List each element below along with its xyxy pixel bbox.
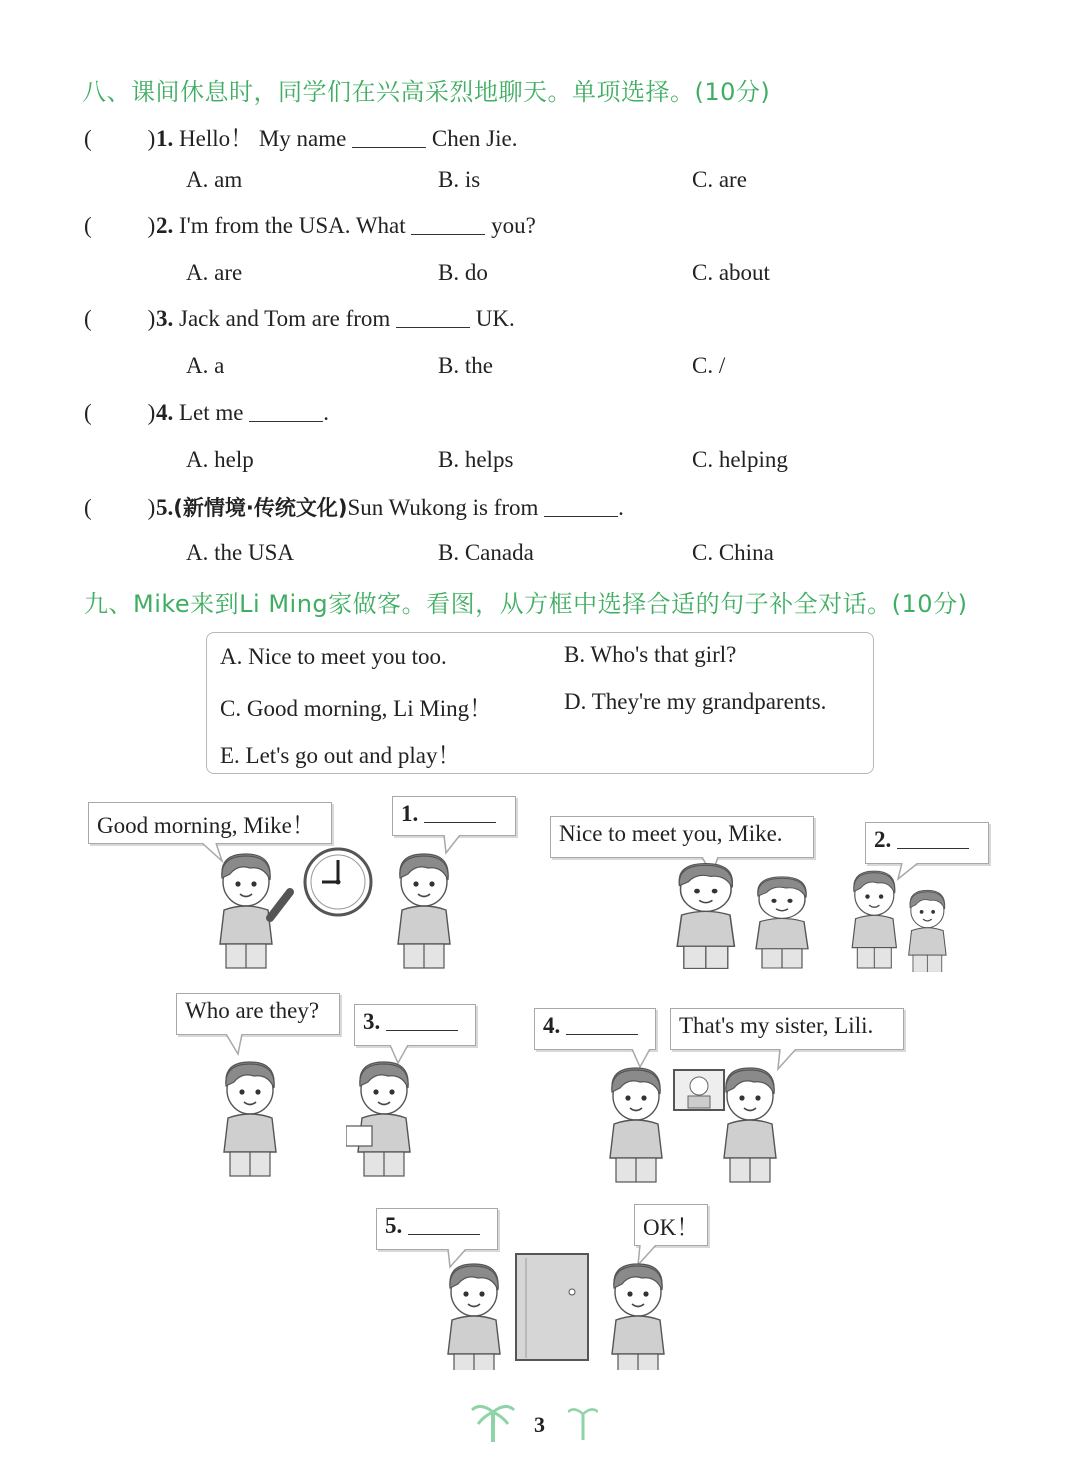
bubble-ok: OK！ [634,1204,708,1246]
bubble-good-morning-mike: Good morning, Mike！ [88,802,332,844]
mike-ok-figure [600,1258,690,1370]
question-text: Sun Wukong is from [347,495,539,520]
question-text: Jack and Tom are from [179,306,391,331]
answer-paren[interactable]: ( ) [84,400,156,425]
option-b[interactable]: B. the [438,353,493,378]
grandpa-figure [664,858,754,970]
bubble-blank-1[interactable]: 1. [392,796,516,836]
answer-paren[interactable]: ( ) [84,495,156,520]
answer-paren[interactable]: ( ) [84,213,156,238]
option-a[interactable]: A. am [186,167,243,192]
bubble-blank-2[interactable]: 2. [865,822,989,864]
option-a[interactable]: A. a [186,353,225,378]
option-c[interactable]: C. helping [692,447,788,472]
option-c[interactable]: C. are [692,167,747,192]
mike-asking-figure [212,1056,312,1182]
question-text-after: you? [491,213,536,238]
choice-c: C. Good morning, Li Ming！ [220,696,493,721]
option-b[interactable]: B. helps [438,447,514,472]
answer-paren[interactable]: ( ) [84,126,156,151]
answer-blank[interactable] [544,515,618,517]
option-a[interactable]: A. help [186,447,254,472]
context-tag: (新情境·传统文化) [173,496,348,520]
section-9-heading: 九、Mike来到Li Ming家做客。看图，从方框中选择合适的句子补全对话。(10分) [84,590,968,618]
question-text-after: UK. [475,306,515,331]
option-c[interactable]: C. about [692,260,770,285]
option-b[interactable]: B. do [438,260,488,285]
question-1 [84,120,517,153]
choice-b: B. Who's that girl? [564,642,737,667]
choice-d: D. They're my grandparents. [564,689,827,714]
question-text: Let me [179,400,244,425]
question-4 [84,400,329,426]
question-text-after: . [323,400,329,425]
page-number: 3 [534,1412,545,1437]
li-ming-explaining-figure [712,1062,802,1186]
choice-a: A. Nice to meet you too. [220,644,447,669]
option-c[interactable]: C. China [692,540,774,565]
question-number: 4. [156,400,174,425]
question-text: I'm from the USA. What [179,213,406,238]
mike-pointing-figure [598,1062,688,1186]
option-c[interactable]: C. / [692,353,726,378]
li-ming-figure [900,886,972,972]
grandma-figure [744,872,834,972]
bubble-thats-my-sister: That's my sister, Lili. [670,1008,904,1050]
bubble-who-are-they: Who are they? [176,993,340,1035]
choice-e: E. Let's go out and play！ [220,743,461,768]
question-text: Hello！ My name [179,126,347,151]
clock-icon [302,846,376,920]
question-number: 2. [156,213,174,238]
section-8-heading: 八、课间休息时，同学们在兴高采烈地聊天。单项选择。(10分) [82,78,771,106]
palm-tree-icon [568,1404,598,1440]
boy-greeting-figure [382,848,482,972]
li-ming-photo-figure [346,1056,446,1182]
bubble-blank-5[interactable]: 5. [376,1208,498,1250]
bubble-blank-4[interactable]: 4. [534,1008,656,1050]
boy-waving-figure [208,848,308,972]
answer-blank[interactable] [249,420,323,422]
bubble-blank-3[interactable]: 3. [354,1004,476,1046]
option-b[interactable]: B. Canada [438,540,534,565]
question-number: 1. [156,126,174,151]
question-text-after: . [618,495,624,520]
bubble-nice-to-meet-you-mike: Nice to meet you, Mike. [550,816,814,858]
question-2 [84,213,536,239]
answer-paren[interactable]: ( ) [84,306,156,331]
answer-blank[interactable] [352,146,426,148]
question-text-after: Chen Jie. [431,126,518,151]
question-number: 3. [156,306,174,331]
answer-blank[interactable] [396,326,470,328]
palm-tree-icon [470,1398,516,1444]
answer-blank[interactable] [411,233,485,235]
option-a[interactable]: A. are [186,260,243,285]
li-ming-door-figure [436,1258,526,1370]
option-b[interactable]: B. is [438,167,481,192]
question-3 [84,306,515,332]
question-number: 5. [156,495,174,520]
bubble-tail [224,1034,254,1056]
option-a[interactable]: A. the USA [186,540,294,565]
question-5 [84,492,624,522]
